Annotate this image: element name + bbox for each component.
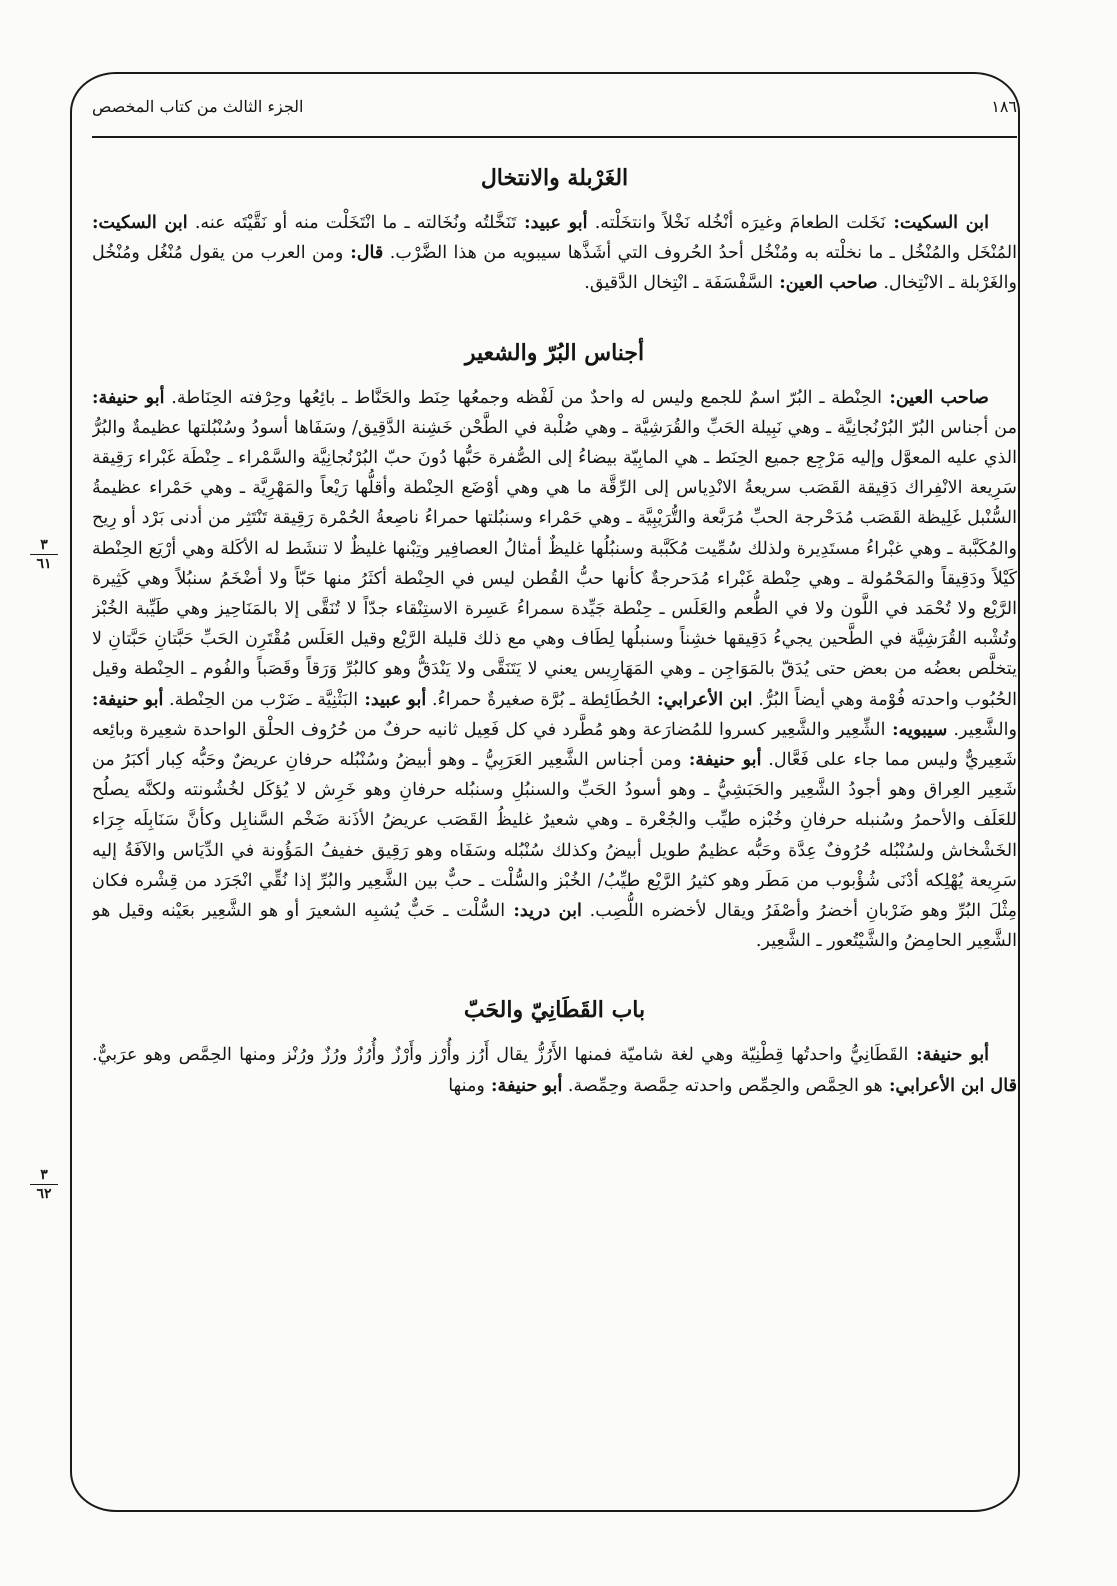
page-header: [92, 88, 1017, 124]
text-run: الحِنْطة ـ البُرّ اسمٌ للجمع وليس له واحدٌ من لَفْظه وجمعُها حِنَط والحَنَّاط ـ بائِعُها وحِرْفته الحِنَاطة.: [164, 387, 883, 408]
text-run: السَّفْسَفَة ـ انْتِخال الدَّقيق.: [584, 273, 774, 294]
margin-note-bar: [30, 554, 58, 555]
text-run: البَثْنِيَّة ـ ضَرْب من الحِنْطة.: [163, 689, 359, 710]
source-name: سيبويه:: [885, 718, 948, 740]
running-title: الجزء الثالث من كتاب المخصص: [92, 96, 304, 116]
margin-note-bottom: ٦١: [36, 556, 52, 572]
text-run: من أجناس البُرّ البُرْنُجانِيَّة ـ وهي نَبِيلة الحَبِّ والقُرَشِيَّة ـ وهي صُلْبة في الطَّحْن خَشِنة الدَّقِيق/ وسَفَاها أسودُ وسُنْبُلتها عظيمةٌ والبُرُّ الذي عليه المعوَّل وإليه مَرْجِع جميع الحِنَط ـ هي المابِيّة بيضاءُ إلى الصُّفرة حَبُّها دُونَ حبّ البُرْنُجانِيَّة والسَّمْراء ـ حِنْطَة غَبْراء رَقِيقة سَرِيعة الانْفِراك دَقِيقة القَصَب سريعةُ الانْدِياس إلى الرِّقَّة ما هي وهي أوْضَع الحِنْطة وأقلُّها رَيْعاً والمَهْرِيَّة ـ وهي حَمْراء عظيمةُ السُّنْبل غَلِيظة القَصَب مُدَحْرجة الحبِّ مُرَبَّعة والتُّرَيْبِيَّة ـ وهي حَمْراء وسنبُلتها حمراءُ ناصِعةُ الحُمْرة رَقِيقة تَنْتَثِر من أدنى بَرْد أو رِيح والمُكَبَّبة ـ وهي غبْراءُ مستَدِيرة ولذلك سُمِّيت مُكَبَّبة وسنبُلُها غليظٌ أمثالُ العصافِير وتِبْنها غليظٌ لا تنشَط له الأكَلة وهي أرْيَع الحِنْطة كَيْلاً ودَقِيقاً والمَحْمُولة ـ وهي حِنْطة غَبْراء مُدَحرجةٌ كأنها حبُّ القُطن ليس في الحِنْطة أكثَرُ منها حَبّاً ولا أضْخَمُ سنبُلاً وهي كَثِيرة الرَّيْع ولا تُحْمَد في اللَّون ولا في الطُّعم والعَلَس ـ حِنْطة جَيِّدة سمراءُ عَسِرة الاستِنْقاء جدّاً لا تُنَقَّى إلا بالمَنَاحِيز وهي طَيِّبة الخُبْز وتُشْبه القُرَشِيَّة في الطَّحين يجيءُ دَقِيقها خشِناً وسنبلُها لِطَاف وهي مع ذلك قليلة الرَّيْع وقيل العَلَس مُقْتَرِن الحَبِّ حَبَّتانِ حَبَّتانِ لا يتخلَّص بعضُه من بعض حتى يُدَقّ بالمَوَاجِن ـ وهي المَهَارِيس يعني لا يَتَنَقَّى ولا يَنْدَقُّ وهو كالبُرِّ وَرَقاً وقَصَباً والفُوم ـ الحِنْطة وقيل الحُبُوب واحدته فُوْمة وهي أيضاً البُرُّ.: [92, 417, 1017, 710]
source-name: أبو حنيفة:: [908, 1044, 989, 1066]
source-name: قال ابن الأعرابي:: [882, 1074, 1017, 1096]
margin-note-bottom: ٦٢: [36, 1186, 52, 1202]
margin-note: [22, 538, 66, 571]
source-name: ابن السكيت:: [92, 212, 188, 233]
page-number: ١٨٦: [991, 96, 1017, 116]
section-gap: [92, 966, 1017, 980]
text-run: نَخَلت الطعامَ وغيرَه أنْخُله نَخْلاً وانتخَلْته.: [587, 213, 886, 233]
source-name: ابن دريد:: [505, 900, 582, 922]
text-run: الشِّعِير والشَّعِير كسروا للمُضارَعة وهو مُطَّرد في كل فَعِيل ثانيه حرفٌ من حُرُوف الحلْق الواحدة شعِيرة وبائِعه شَعِيريٌّ وليس مما جاء على فَعَّال.: [92, 719, 1017, 771]
text-run: والشَّعِير.: [947, 719, 1017, 740]
text-run: تَنَخَّلتُه ونُخَالته ـ ما انْتَخَلْت منه أو نَقَّيْتَه عنه.: [187, 213, 517, 233]
section-heading: الغَرْبلة والانتخال: [480, 165, 629, 191]
text-run: ومن العرب من يقول مُنْغُل ومُنْخُل والغَرْبلة ـ الانْتِخال.: [92, 243, 1017, 294]
source-name: أبو حنيفة:: [681, 749, 762, 771]
source-name: قال:: [343, 242, 384, 264]
paragraph: [92, 208, 1017, 299]
margin-note-top: ٣: [40, 537, 48, 553]
text-run: ومن أجناس الشَّعِير العَرَبِيُّ ـ وهو أبيضُ وسُنْبُله حرفانِ عريضٌ وحَبُّه كِبار أكبَرُ من شَعِير العِراق وهو أجودُ الشَّعِير والحَبَشِيُّ ـ وهو أسودُ الحَبِّ والسنبُلِ وسنبُله حرفانِ وهو خَرِش لا يُؤكَل لخُشُونته ولكنَّه يصلُح للعَلَف والأحمرُ وسُنبله حرفانِ وخُبْزه طيِّب والجُعْرة ـ وهي شعيرٌ غليظُ القَصَب عريضُ الأذَنة ضَخْم السَّنابِل وكأنَّ سَنَابِلَه جِرَاء الخَشْخاش ولسُنْبُله حُرُوفٌ عِدَّة وحَبُّه عظيمٌ طويل أبيضُ وكذلك سُنْبُله وسَفَاه وهو رَقِيق خفيفُ المَؤُونة في الدِّيَاس والآفَةُ إليه سَرِيعة يُهْلِكه أدْنَى شُؤْبوب من مَطَر وهو كثيرُ الرَّيْع طيِّبُ/ الخُبْز والسُّلْت ـ حبٌّ بين الشَّعِير والبُرِّ إذا نُقِّي انْجَرَد من قِشْره فكان مِثْلَ البُرِّ وهو ضَرْبانِ أخضرُ وأصْفَرُ ويقال لأخضره اللُّصِب.: [92, 750, 1017, 922]
section-heading: باب القَطَانِيّ والحَبّ: [463, 997, 646, 1024]
text-run: ومنها: [448, 1075, 485, 1096]
source-name: أبو حنيفة:: [92, 688, 164, 710]
paragraph: [92, 383, 1017, 957]
text-run: القَطَانِيُّ واحدتُها قِطْنِيّة وهي لغة شاميّة فمنها الأَرُزُّ يقال أَرُز وأُرْز وأَرْزٌ وأُرُزٌ ورُزٌ ورُنْز ومنها الحِمَّص وهو عرَبيٌّ.: [92, 1045, 909, 1066]
paragraph: [92, 1040, 1017, 1100]
source-name: أبو حنيفة:: [484, 1074, 563, 1096]
section-gap: [92, 309, 1017, 323]
source-name: صاحب العين:: [773, 272, 878, 294]
page-body: [92, 148, 1017, 1508]
margin-note: [22, 1168, 66, 1201]
text-run: الحُطَائِطة ـ بُرَّة صغيرةٌ حمراءُ.: [426, 689, 651, 710]
text-run: السُّلْت ـ حَبٌّ يُشبِه الشعيرَ أو هو الشَّعِير بعَيْنه وقيل هو الشَّعِير الحامِضُ والشَّيْتُعور ـ الشَّعِير.: [92, 901, 1017, 952]
section-heading: أجناس البُرّ والشعير: [464, 339, 645, 366]
text-run: هو الحِمَّص والحِمِّص واحدته حِمَّصة وحِمِّصة.: [562, 1075, 883, 1096]
margin-note-bar: [30, 1184, 58, 1185]
source-name: أبو عبيد:: [516, 212, 588, 233]
source-name: أبو حنيفة:: [92, 386, 165, 408]
margin-note-top: ٣: [40, 1167, 48, 1183]
header-rule: [92, 136, 1017, 138]
source-name: أبو عبيد:: [358, 688, 427, 710]
source-name: صاحب العين:: [882, 386, 989, 408]
text-run: المُنْخَل والمُنْخُل ـ ما نخلْته به ومُنْخُل أحدُ الحُروف التي أشَذَّها سيبويه من هذا الضَّرْب.: [383, 243, 1017, 264]
source-name: ابن السكيت:: [885, 212, 989, 233]
source-name: ابن الأعرابي:: [650, 688, 753, 710]
